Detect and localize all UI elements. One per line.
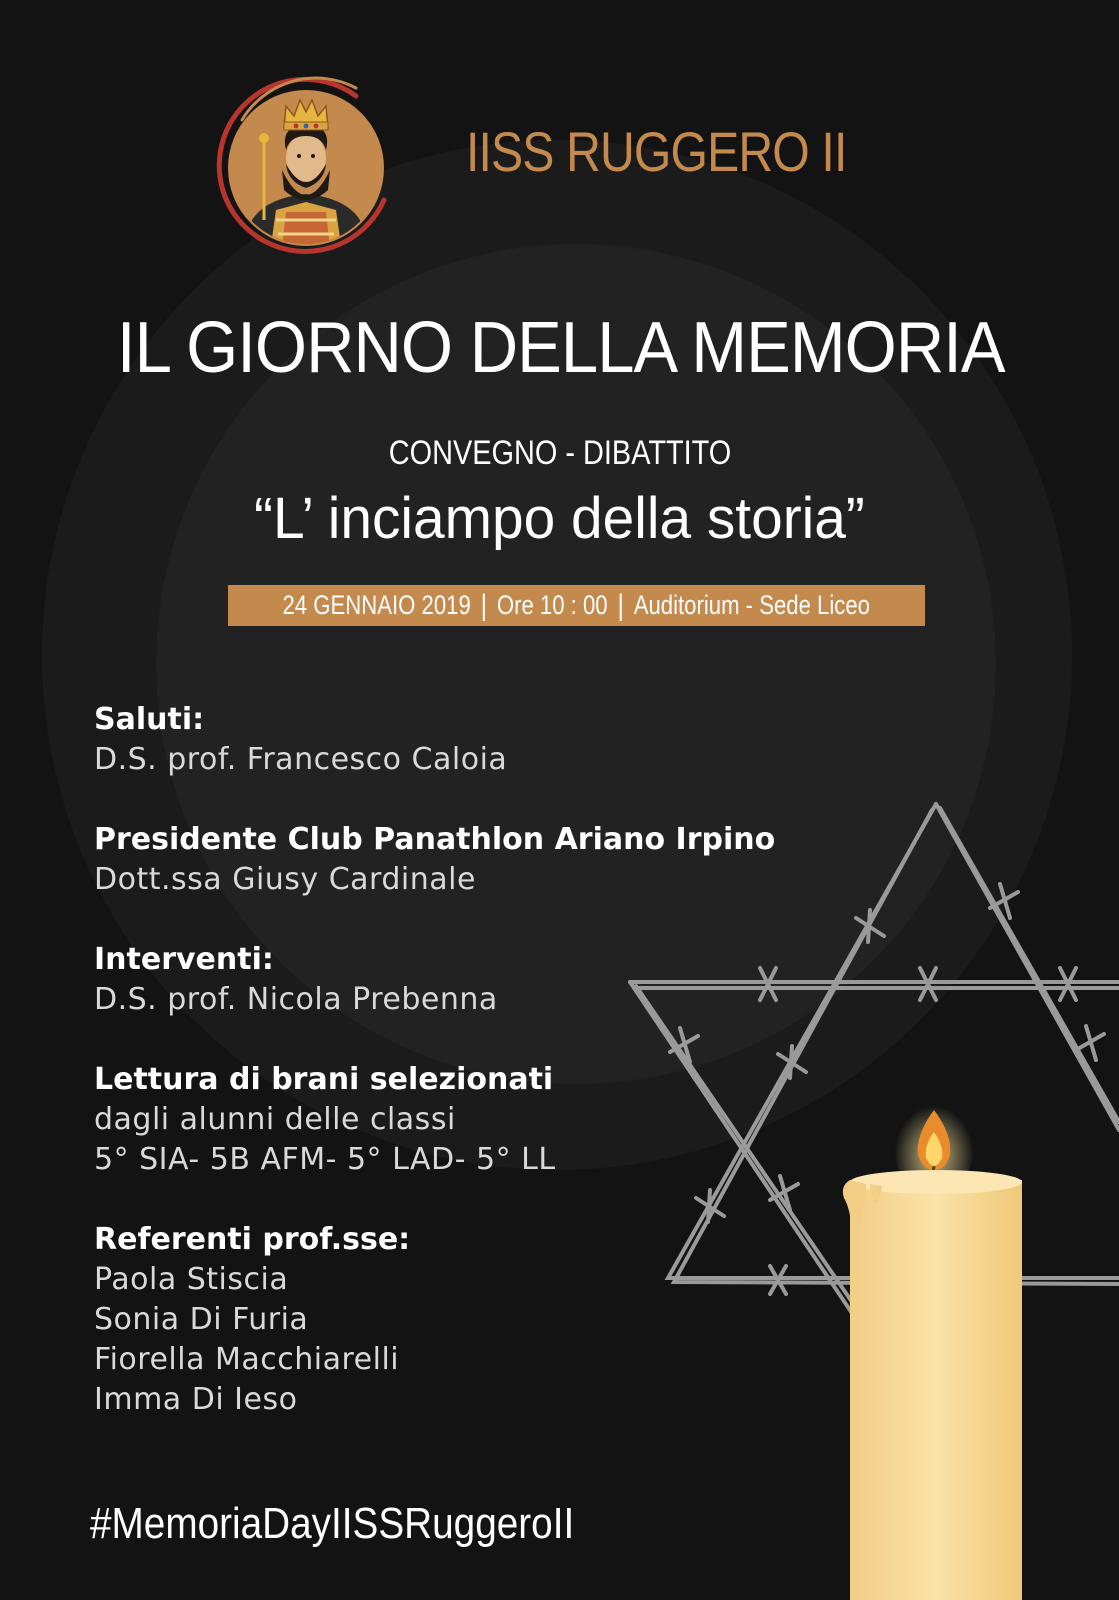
page-title: IL GIORNO DELLA MEMORIA: [116, 308, 1005, 388]
section-label: Referenti prof.sse:: [94, 1222, 411, 1257]
section-line: Imma Di Ieso: [94, 1382, 298, 1417]
event-venue: Auditorium - Sede Liceo: [633, 590, 871, 620]
section-line: D.S. prof. Nicola Prebenna: [94, 982, 498, 1017]
section-line: Dott.ssa Giusy Cardinale: [94, 862, 476, 897]
school-name: IISS RUGGERO II: [466, 120, 847, 183]
section-line: 5° SIA- 5B AFM- 5° LAD- 5° LL: [94, 1142, 556, 1177]
event-time: Ore 10 : 00: [497, 590, 608, 620]
section-line: Sonia Di Furia: [94, 1302, 309, 1337]
event-date: 24 GENNAIO 2019: [282, 590, 472, 620]
section-label: Lettura di brani selezionati: [94, 1062, 554, 1097]
event-info-bar: [228, 585, 925, 626]
candle-icon: [830, 1100, 1030, 1600]
section-label: Interventi:: [94, 942, 274, 977]
section-label: Saluti:: [94, 702, 205, 737]
section-line: D.S. prof. Francesco Caloia: [94, 742, 508, 777]
section-line: Fiorella Macchiarelli: [94, 1342, 400, 1377]
section-label: Presidente Club Panathlon Ariano Irpino: [94, 822, 776, 857]
event-quote-title: “L’ inciampo della storia”: [254, 486, 865, 551]
section-line: dagli alunni delle classi: [94, 1102, 456, 1137]
info-separator: |: [617, 588, 625, 622]
event-subtitle: CONVEGNO - DIBATTITO: [388, 434, 732, 472]
event-hashtag: #MemoriaDayIISSRuggeroII: [90, 1499, 575, 1548]
program-section-saluti: [94, 700, 734, 780]
info-separator: |: [480, 588, 488, 622]
section-line: Paola Stiscia: [94, 1262, 289, 1297]
king-crest-icon: [206, 70, 402, 266]
